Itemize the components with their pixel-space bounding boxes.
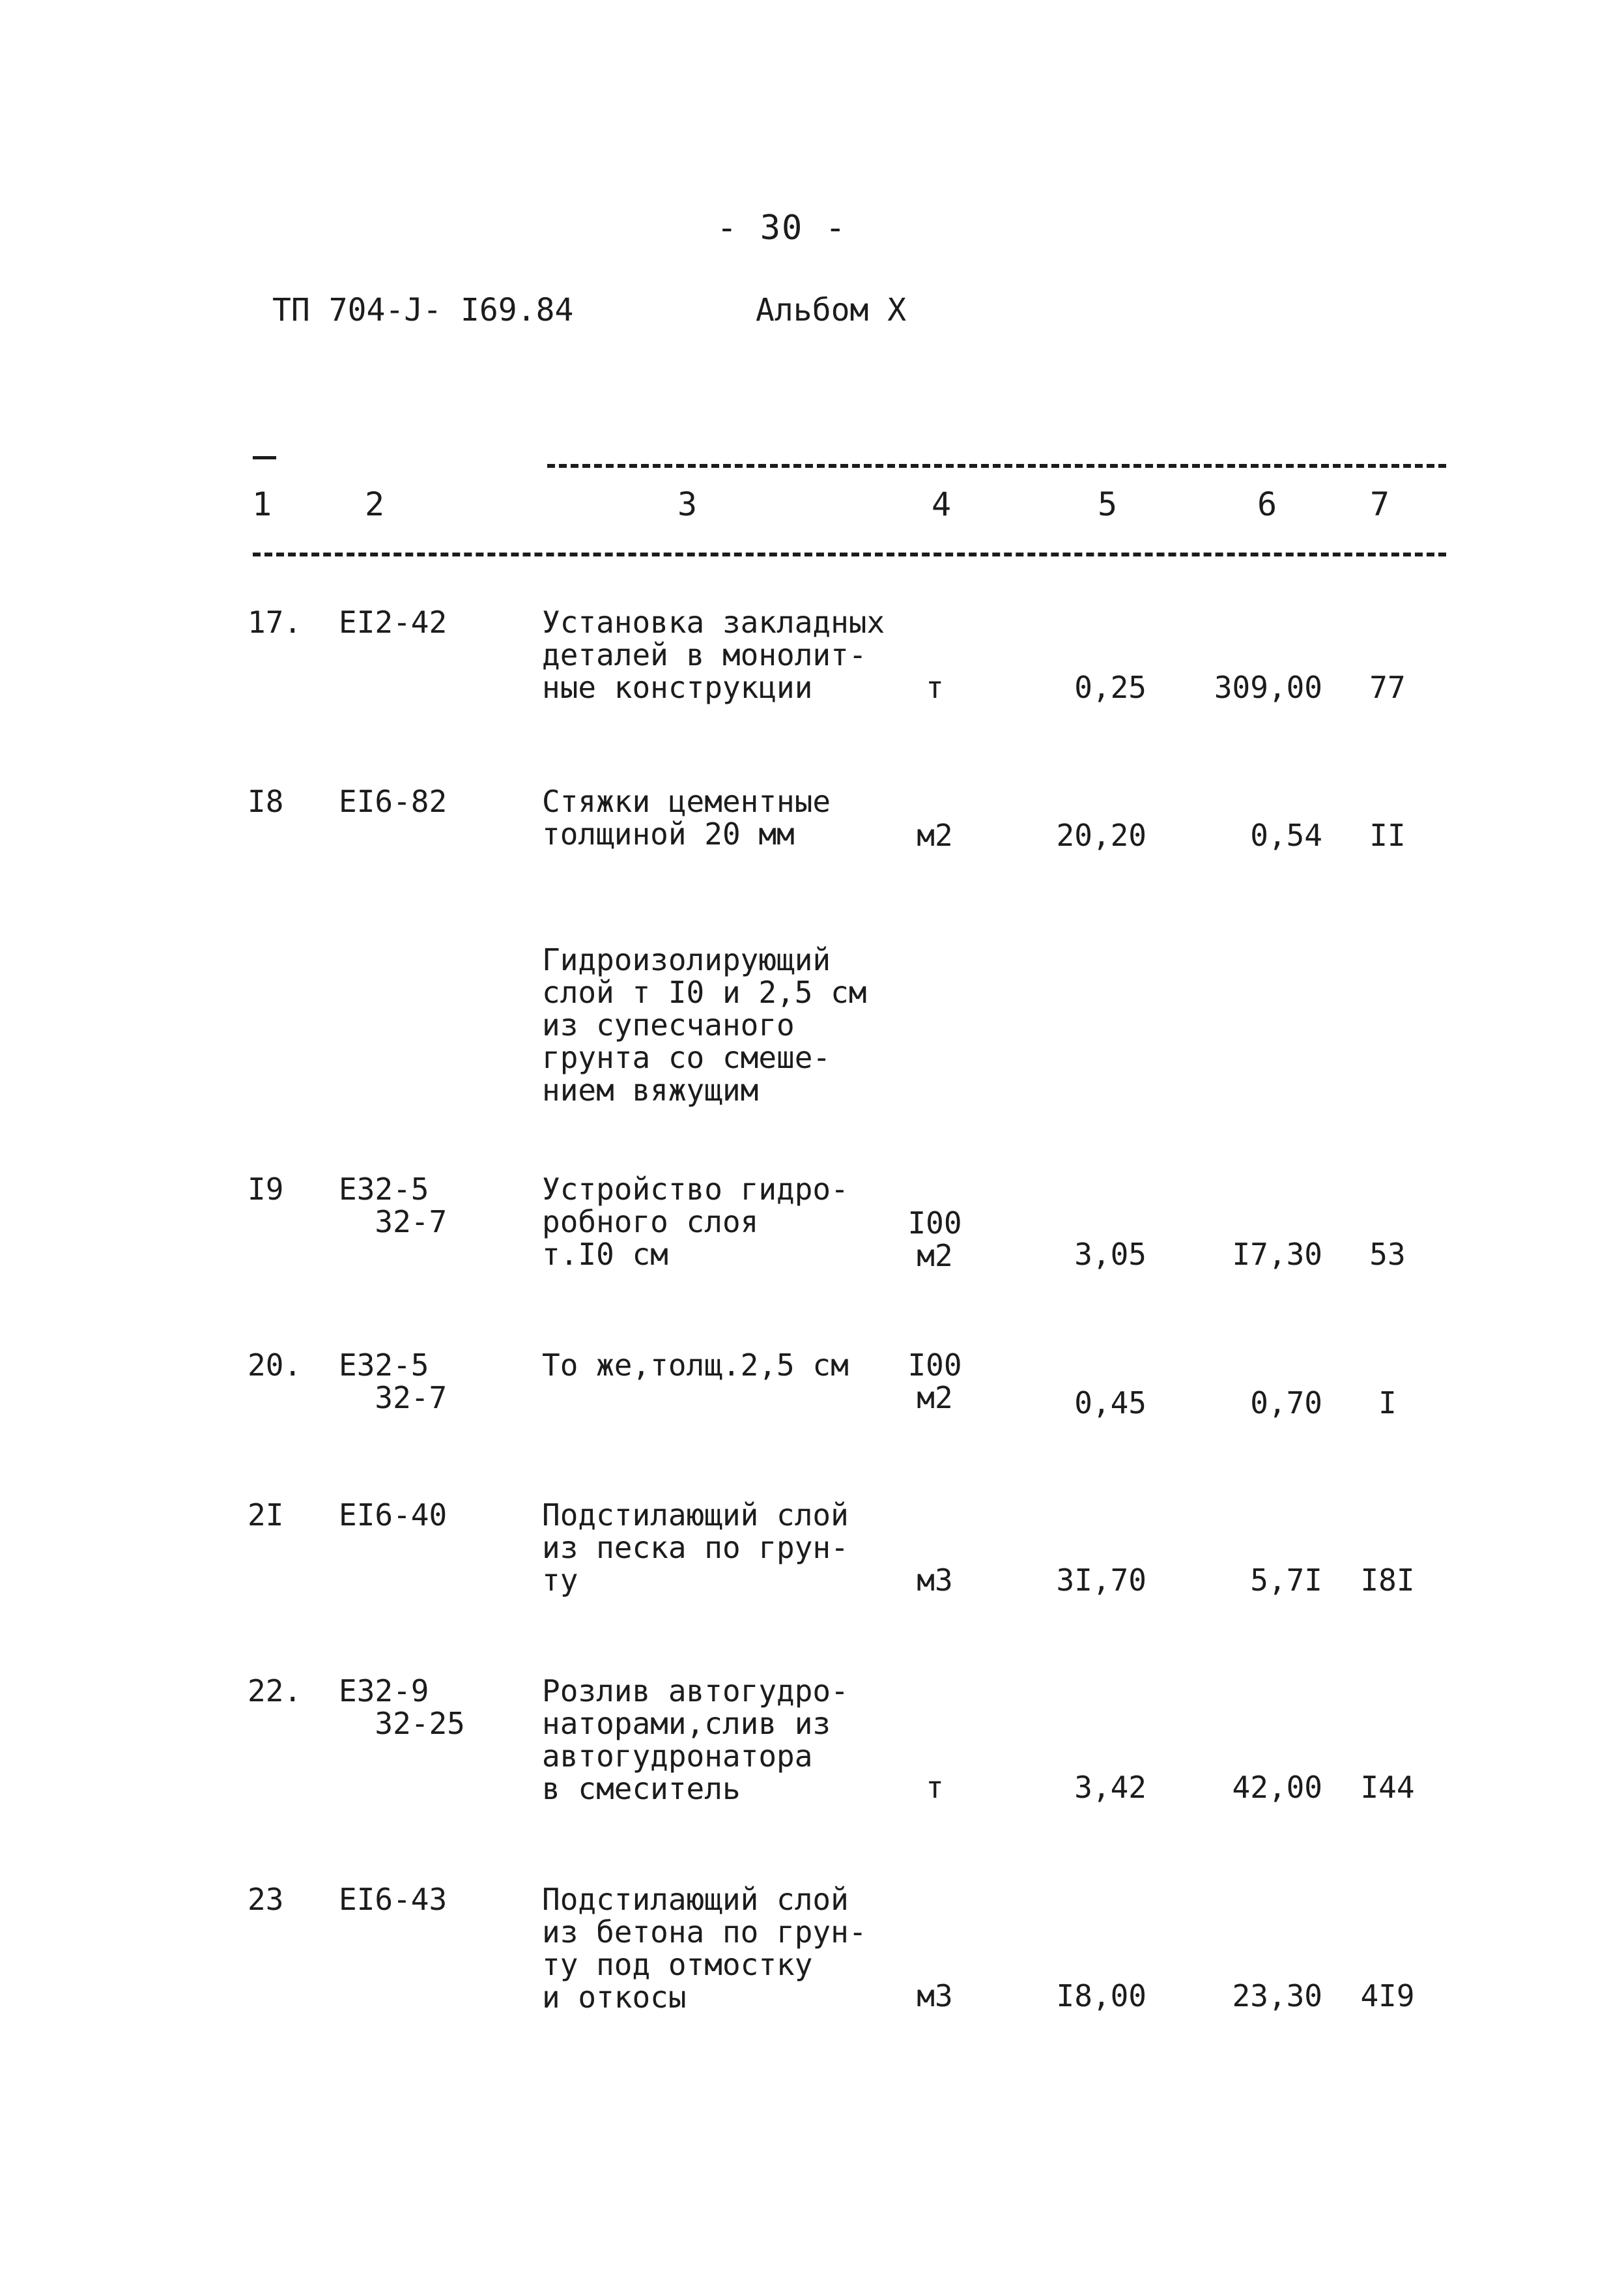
row-quantity: 0,45 [1074,1385,1147,1420]
table-row [0,1172,1624,1273]
row-code: E32-5 32-7 [339,1172,448,1239]
row-price: 5,7I [1250,1563,1322,1598]
row-description: Установка закладных деталей в монолит- ные конструкции [542,605,885,705]
row-total: I8I [1360,1563,1415,1598]
row-price: 42,00 [1232,1770,1322,1805]
row-total: 53 [1369,1237,1406,1272]
row-code: E32-9 32-25 [339,1673,465,1741]
row-total: 4I9 [1360,1978,1415,2013]
table-row [0,605,1624,705]
row-quantity: 0,25 [1074,670,1147,705]
row-description: Стяжки цементные толщиной 20 мм [542,784,831,852]
row-description: Устройство гидро- робного слоя т.I0 см [542,1172,849,1272]
row-number: I9 [248,1172,284,1207]
row-total: II [1369,818,1406,853]
column-header-7: 7 [1369,485,1390,523]
row-unit: I00 м2 [907,1347,962,1415]
row-number: I8 [248,784,284,819]
row-total: I [1378,1385,1397,1420]
row-quantity: 3,05 [1074,1237,1147,1272]
row-price: 309,00 [1214,670,1322,705]
row-code: EI6-82 [339,784,448,819]
row-total: 77 [1369,670,1406,705]
column-header-3: 3 [677,485,698,523]
row-number: 2I [248,1497,284,1533]
column-header-6: 6 [1257,485,1277,523]
section-description: Гидроизолирующий слой т I0 и 2,5 см из супесчаного грунта со смеше- нием вяжущим [542,942,867,1108]
row-description: То же,толщ.2,5 см [542,1347,849,1383]
row-unit: т [926,670,944,705]
row-unit: м2 [917,818,953,853]
row-quantity: 20,20 [1056,818,1147,853]
row-quantity: I8,00 [1056,1978,1147,2013]
album-label: Альбом X [756,292,907,328]
row-price: 23,30 [1232,1978,1322,2013]
column-header-5: 5 [1097,485,1118,523]
row-number: 17. [248,605,302,640]
row-description: Подстилающий слой из песка по грун- ту [542,1497,849,1598]
page-number: - 30 - [717,209,847,248]
column-header-1: 1 [251,485,272,523]
column-header-2: 2 [364,485,385,523]
row-description: Подстилающий слой из бетона по грун- ту под отмостку и откосы [542,1882,867,2015]
row-unit: м3 [917,1978,953,2013]
row-code: EI6-43 [339,1882,448,1917]
table-rule-bottom [253,553,1446,556]
row-number: 22. [248,1673,302,1708]
table-row [0,784,1624,853]
row-quantity: 3,42 [1074,1770,1147,1805]
row-code: E32-5 32-7 [339,1347,448,1415]
row-number: 20. [248,1347,302,1383]
row-code: EI6-40 [339,1497,448,1533]
table-row [0,1673,1624,1806]
row-unit: м3 [917,1563,953,1598]
table-row [0,1347,1624,1420]
row-total: I44 [1360,1770,1415,1805]
row-unit: т [926,1770,944,1805]
row-quantity: 3I,70 [1056,1563,1147,1598]
table-rule-top [547,464,1446,468]
column-header-4: 4 [931,485,952,523]
table-row [0,942,1624,1108]
tick-mark [253,456,276,459]
row-unit: I00 м2 [907,1205,962,1273]
table-row [0,1882,1624,2015]
row-price: 0,70 [1250,1385,1322,1420]
table-row [0,1497,1624,1598]
document-code: ТП 704-J- I69.84 [272,292,574,328]
row-number: 23 [248,1882,284,1917]
row-price: 0,54 [1250,818,1322,853]
row-code: EI2-42 [339,605,448,640]
row-price: I7,30 [1232,1237,1322,1272]
row-description: Розлив автогудро- наторами,слив из автогудронатора в смеситель [542,1673,849,1806]
